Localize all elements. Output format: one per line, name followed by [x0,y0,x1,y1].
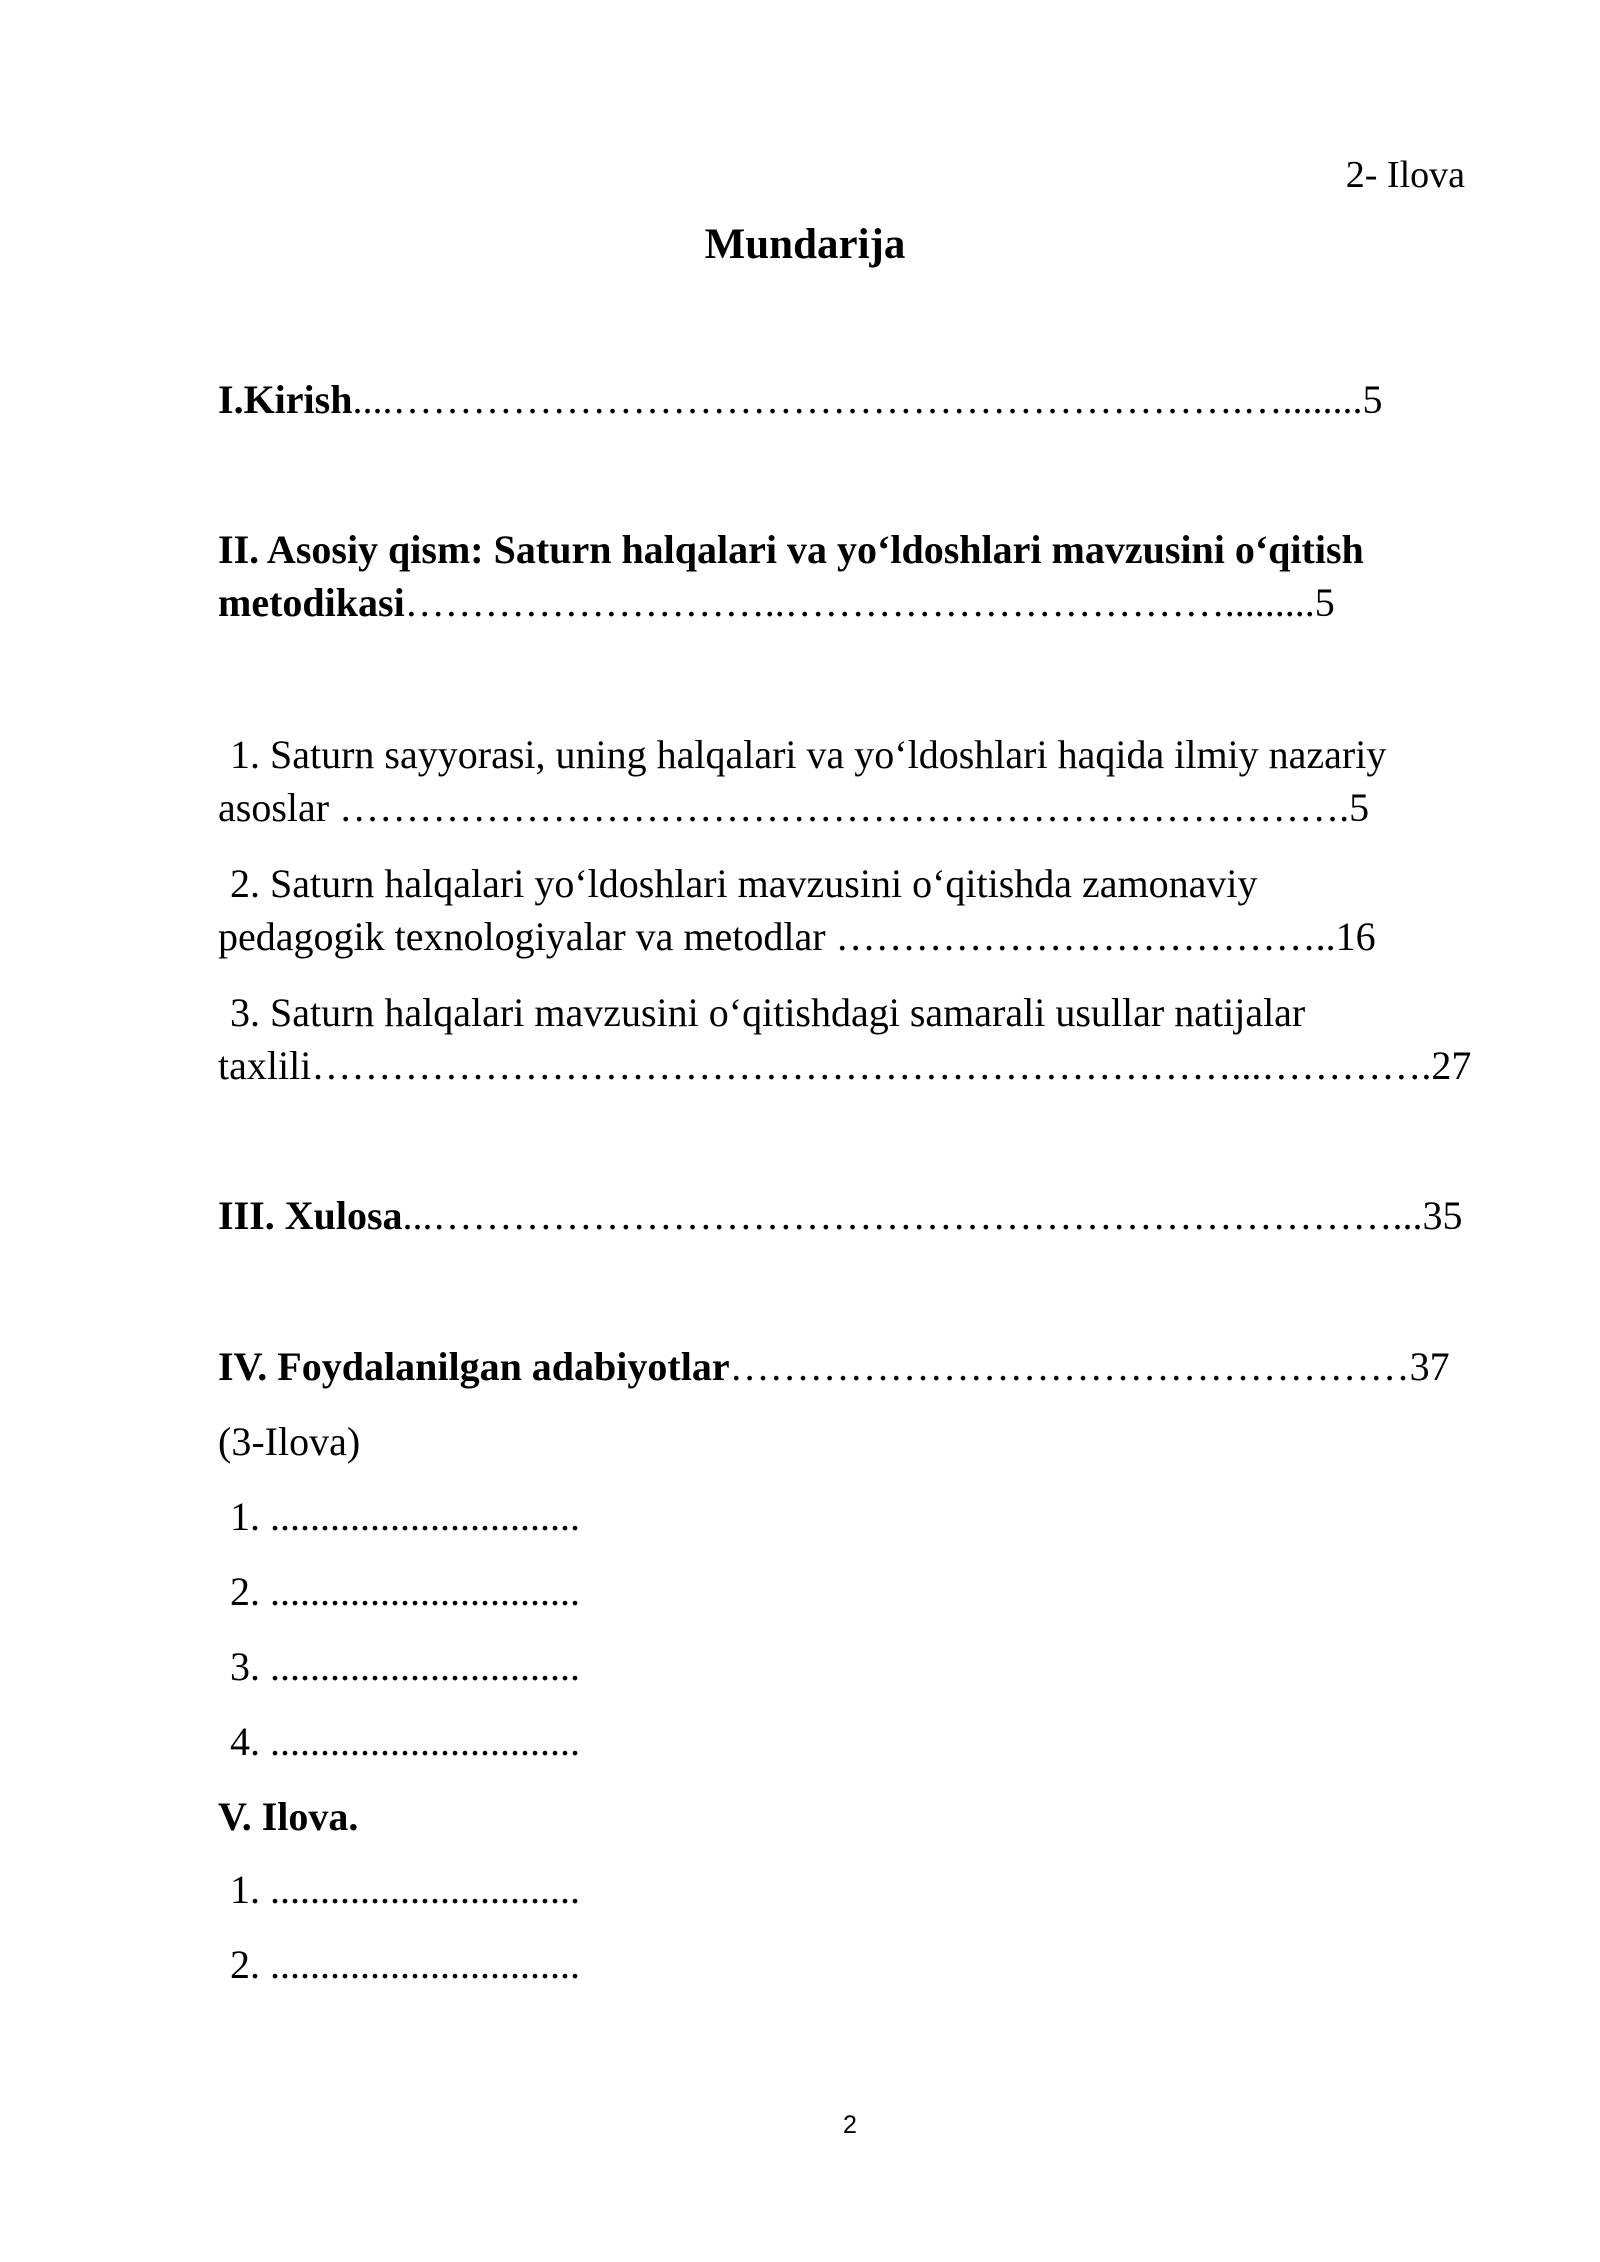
annex3-note: (3-Ilova) [218,1419,361,1464]
leader-dots: …………………………………………… [729,1344,1410,1389]
list-item: 4. ............................... [230,1719,580,1764]
toc-entry-intro [218,377,1383,422]
leader-dots: ...………………………………………………………………... [402,1193,1423,1238]
toc-sub2-line1: 2. Saturn halqalari yoʻldoshlari mavzusini oʻqitishda zamonaviy [230,861,1258,906]
toc-sub3-line1: 3. Saturn halqalari mavzusini oʻqitishdagi samarali usullar natijalar [230,990,1306,1035]
list-item: 2. ............................... [230,1942,580,1987]
toc-page-number: 16 [1335,914,1376,959]
list-item: 3. ............................... [230,1644,580,1689]
toc-page-number: 5 [1349,785,1370,830]
toc-sub-text: taxlili……………………………………………………………...…………. [218,1043,1432,1088]
toc-sub1-line2 [218,785,1370,830]
toc-entry-conclusion [218,1193,1463,1238]
toc-entry-main-line1: II. Asosiy qism: Saturn halqalari va yoʻldoshlari mavzusini oʻqitish [218,527,1364,572]
toc-page-number: 5 [1362,377,1383,422]
leader-dots: ....……………………………………………………….…........ [352,377,1363,422]
toc-entry-label: metodikasi [218,580,405,625]
toc-sub1-line1: 1. Saturn sayyorasi, uning halqalari va yoʻldoshlari haqida ilmiy nazariy [230,732,1387,777]
toc-sub2-line2 [218,914,1376,959]
toc-sub-text: pedagogik texnologiyalar va metodlar ……………………………….. [218,914,1336,959]
toc-entry-label: IV. Foydalanilgan adabiyotlar [218,1344,730,1389]
toc-page-number: 5 [1314,580,1335,625]
toc-entry-references [218,1344,1450,1389]
toc-sub-text: asoslar …………………………………………………………………. [218,785,1350,830]
list-item: 2. ............................... [230,1569,580,1614]
annex-label: 2- Ilova [1345,154,1465,196]
toc-sub3-line2 [218,1043,1472,1088]
leader-dots: ………………………..……………………………......... [404,580,1315,625]
page-number: 2 [843,2111,857,2139]
toc-page-number: 37 [1409,1344,1450,1389]
toc-entry-label: III. Xulosa [218,1193,403,1238]
document-title: Mundarija [704,221,906,268]
toc-page-number: 27 [1431,1043,1472,1088]
toc-page-number: 35 [1422,1193,1463,1238]
list-item: 1. ............................... [230,1867,580,1912]
toc-entry-main-line2 [218,580,1335,625]
list-item: 1. ............................... [230,1494,580,1539]
toc-entry-appendix: V. Ilova. [218,1794,359,1839]
toc-entry-label: I.Kirish [218,377,353,422]
